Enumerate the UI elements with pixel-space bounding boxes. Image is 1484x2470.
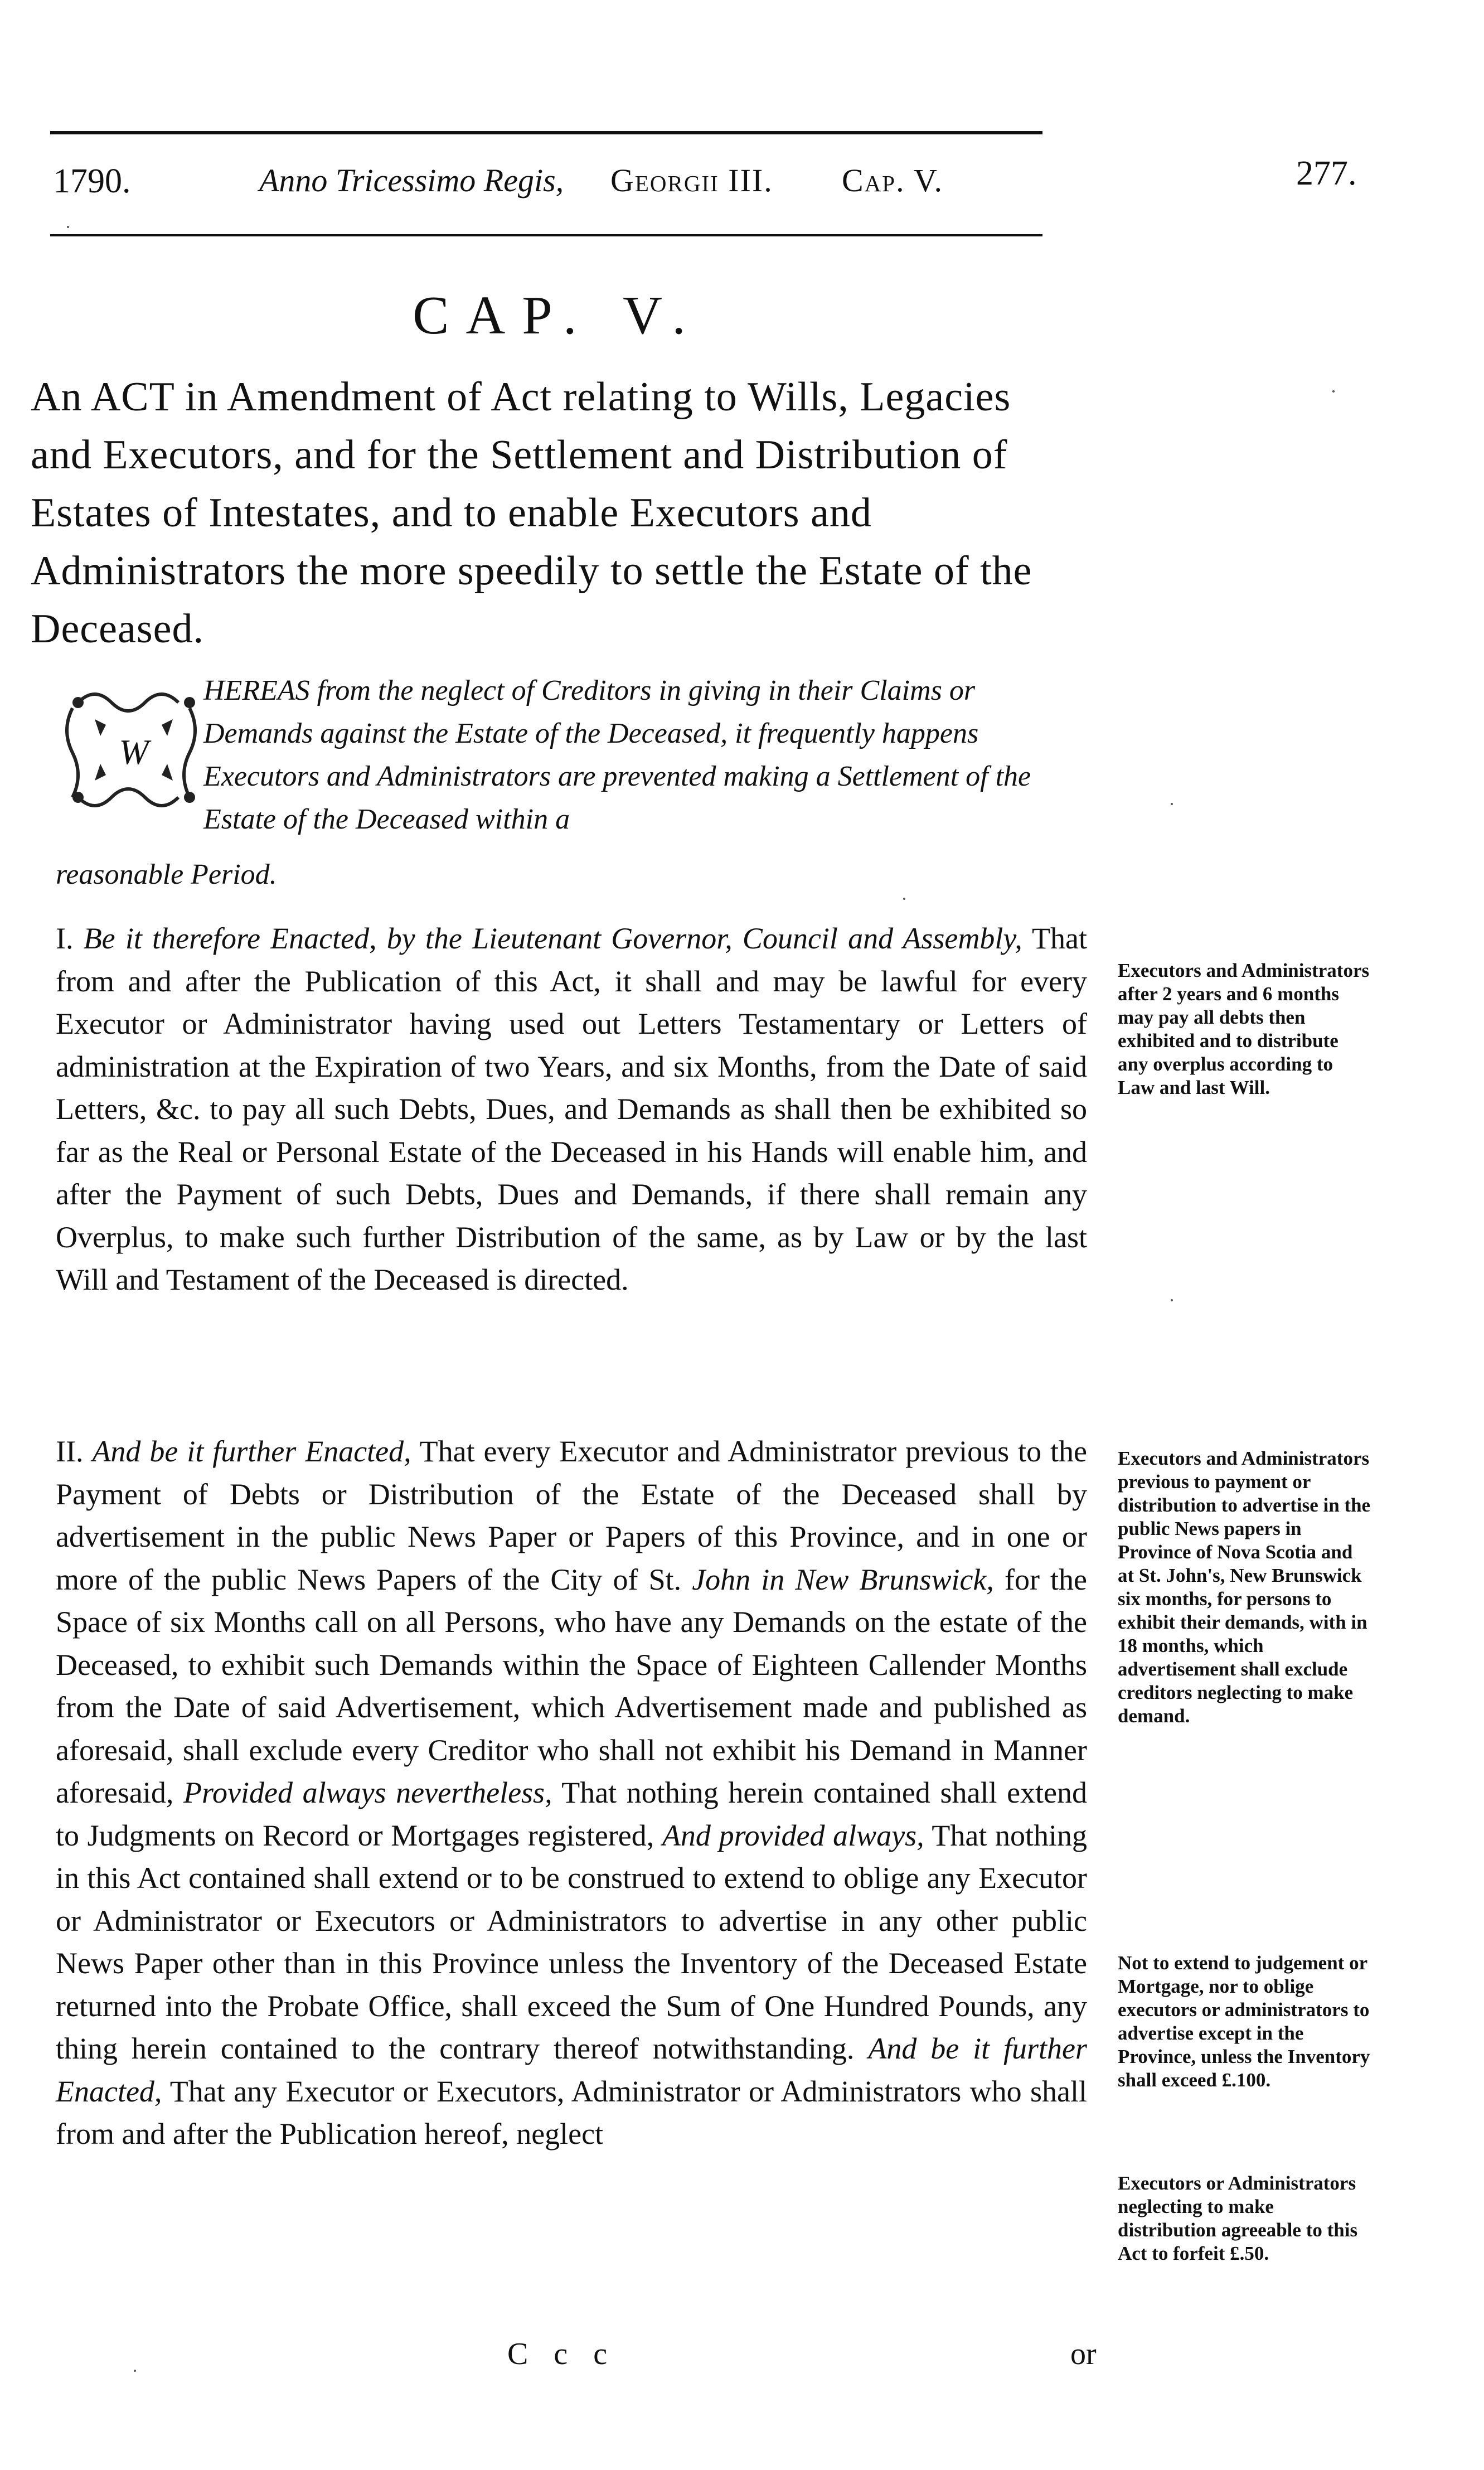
top-rule: [50, 131, 1042, 134]
head-rule: [50, 234, 1042, 236]
initial-letter: W: [119, 732, 149, 772]
print-speckle: [134, 2370, 136, 2372]
chapter-ref: Cap. V.: [842, 162, 943, 198]
section-2: [56, 1430, 1087, 2156]
place-name: John in New Brunswick,: [692, 1562, 994, 1596]
preamble: [56, 669, 1076, 914]
marginal-note: Executors and Administrators previous to payment or distribution to advertise in the public News papers in Province of Nova Scotia and at St. John's, New Brunswick six months, for persons to exhibit their demands, with in 18 months, which advertisement shall exclude creditors neglecting to make demand.: [1118, 1447, 1371, 1727]
section-text: for the Space of six Months call on all Persons, who have any Demands on the estate of the Deceased, to exhibit such Demands within the Space of Eighteen Callender Months from the Date of said Advertisement, which Advertisement made and published as aforesaid, shall exclude every Creditor who shall not exhibit his Demand in Manner aforesaid,: [56, 1562, 1088, 1809]
section-text: That nothing herein contained shall extend to Judgments on Record or Mortgages registered,: [56, 1776, 1088, 1852]
section-text: That every Executor and Administrator previous to the Payment of Debts or Distribution of the Estate of the Deceased shall by advertisement in the public News Paper or Papers of this Province, and in one or more of the public News Papers of the City of St.: [56, 1435, 1088, 1596]
print-speckle: [1332, 390, 1335, 393]
print-speckle: [903, 898, 905, 900]
print-speckle: [67, 226, 69, 228]
section-1: [56, 917, 1087, 1301]
regnal-title: Anno Tricessimo Regis,: [259, 162, 564, 198]
preamble-tail: reasonable Period.: [56, 859, 277, 890]
print-speckle: [1171, 803, 1173, 805]
monarch-name: Georgii III.: [610, 162, 773, 198]
catchword: or: [1070, 2337, 1097, 2371]
proviso: Provided always nevertheless,: [183, 1776, 552, 1809]
proviso: And provided always,: [662, 1818, 924, 1852]
marginal-note: Executors or Administrators neglecting to make distribution agreeable to this Act to forfeit £.50.: [1118, 2172, 1358, 2264]
enacting-clause: Be it therefore Enacted, by the Lieutenant Governor, Council and Assembly,: [83, 922, 1022, 955]
ornamental-initial: [56, 680, 223, 820]
section-number: II.: [56, 1435, 84, 1468]
year: 1790.: [53, 162, 131, 200]
running-head: [53, 154, 1357, 217]
print-speckle: [1171, 1299, 1173, 1301]
section-text: That nothing in this Act contained shall extend or to be construed to extend to oblige any Executor or Administrator or Executors or Administrators to advertise in any other public News Paper other than in this Province unless the Inventory of the Deceased Estate returned into the Probate Office, shall exceed the Sum of One Hundred Pounds, any thing herein contained to the contrary thereof notwithstanding.: [56, 1818, 1088, 2065]
section-number: I.: [56, 922, 74, 955]
preamble-text: HEREAS from the neglect of Creditors in giving in their Claims or Demands against the Estate of the Deceased, it frequently happens Executors and Administrators are prevented making a Settlement of the Estate of the Deceased within a: [203, 675, 1031, 835]
chapter-heading: CAP. V.: [413, 285, 702, 346]
marginal-note: Not to extend to judgement or Mortgage, nor to oblige executors or administrators to advertise except in the Province, unless the Inventory shall exceed £.100.: [1118, 1952, 1370, 2091]
enacting-clause: And be it further Enacted,: [56, 2032, 1087, 2108]
marginal-note: Executors and Administrators after 2 years and 6 months may pay all debts then exhibited and to distribute any overplus according to Law and last Will.: [1118, 960, 1370, 1098]
page-number: 277.: [1296, 154, 1357, 192]
signature-mark: C c c: [507, 2337, 617, 2371]
section-text: That any Executor or Executors, Administrator or Administrators who shall from and after the Publication hereof, neglect: [56, 2074, 1087, 2151]
enacting-clause: And be it further Enacted,: [92, 1435, 411, 1468]
section-text: That from and after the Publication of this Act, it shall and may be lawful for every Executor or Administrator having used out Letters Testamentary or Letters of administration at the Expiration of two Years, and six Months, from the Date of said Letters, &c. to pay all such Debts, Dues, and Demands as shall then be exhibited so far as the Real or Personal Estate of the Deceased in his Hands will enable him, and after the Payment of such Debts, Dues and Demands, if there shall remain any Overplus, to make such further Distribution of the same, as by Law or by the last Will and Testament of the Deceased is directed.: [56, 922, 1087, 1296]
act-title: An ACT in Amendment of Act relating to Wills, Legacies and Executors, and for the Settlement and Distribution of Estates of Intestates, and to enable Executors and Administrators the more speedily to settle the Estate of the Deceased.: [31, 374, 1032, 652]
